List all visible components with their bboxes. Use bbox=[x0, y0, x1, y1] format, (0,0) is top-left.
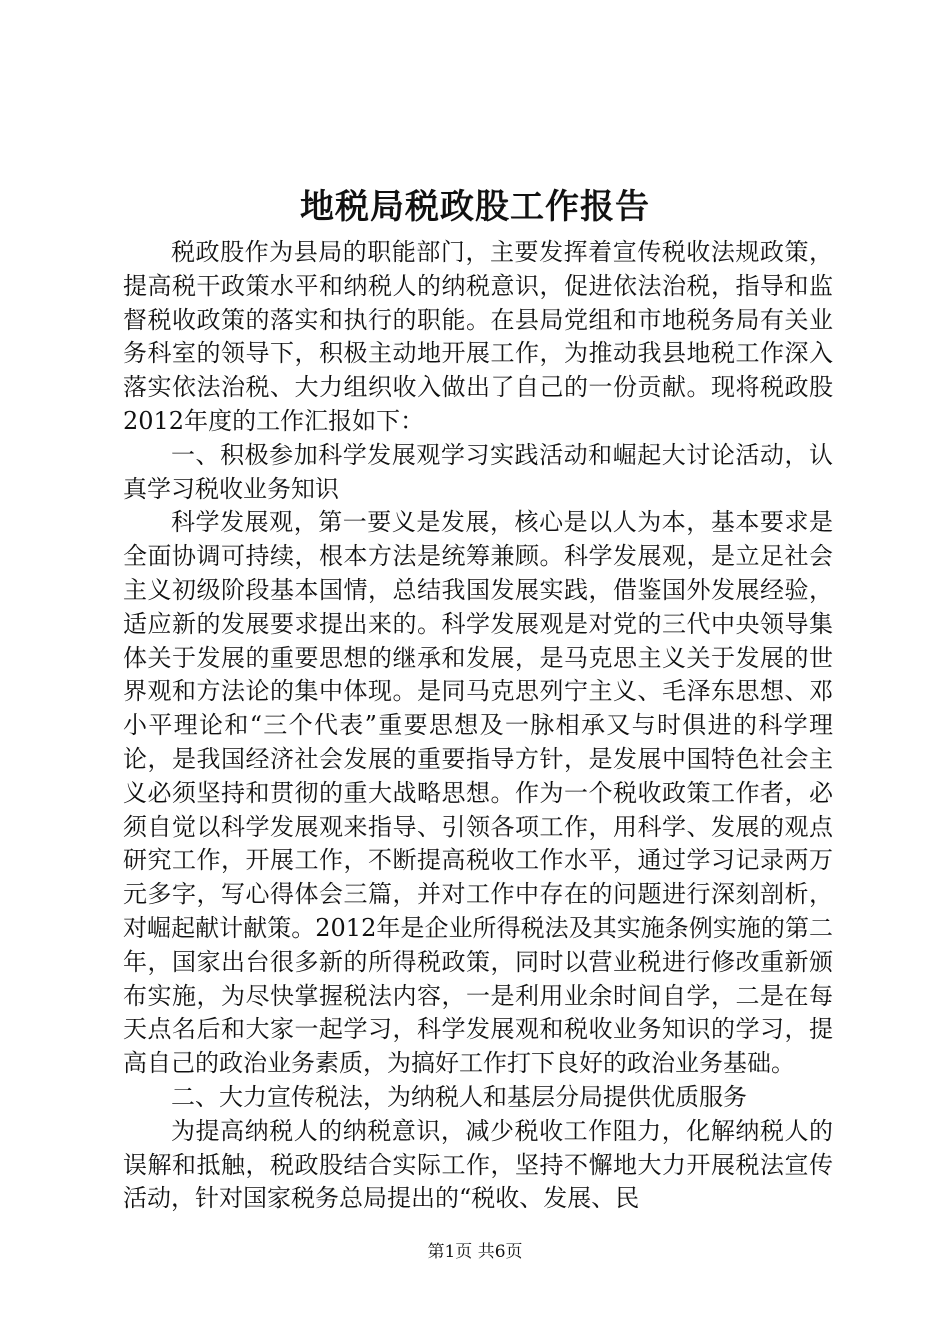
document-title: 地税局税政股工作报告 bbox=[300, 187, 650, 227]
paragraph-intro: 税政股作为县局的职能部门，主要发挥着宣传税收法规政策，提高税干政策水平和纳税人的纳税意识，促进依法治税，指导和监督税收政策的落实和执行的职能。在县局党组和市地税务局有关业务科室的领导下，积极主动地开展工作，为推动我县地税工作深入落实依法治税、大力组织收入做出了自己的一份贡献。现将税政股2012年度的工作汇报如下： bbox=[123, 238, 833, 435]
section-heading-1: 一、积极参加科学发展观学习实践活动和崛起大讨论活动，认真学习税收业务知识 bbox=[123, 440, 833, 503]
document-body bbox=[123, 236, 833, 1216]
page-footer: 第1页 共6页 bbox=[427, 1242, 523, 1262]
paragraph-section-2: 为提高纳税人的纳税意识，减少税收工作阻力，化解纳税人的误解和抵触，税政股结合实际工作，坚持不懈地大力开展税法宣传活动，针对国家税务总局提出的“税收、发展、民 bbox=[123, 1116, 833, 1213]
section-heading-2: 二、大力宣传税法，为纳税人和基层分局提供优质服务 bbox=[171, 1082, 747, 1111]
paragraph-section-1: 科学发展观，第一要义是发展，核心是以人为本，基本要求是全面协调可持续，根本方法是统筹兼顾。科学发展观，是立足社会主义初级阶段基本国情，总结我国发展实践，借鉴国外发展经验，适应新的发展要求提出来的。科学发展观是对党的三代中央领导集体关于发展的重要思想的继承和发展，是马克思主义关于发展的世界观和方法论的集中体现。是同马克思列宁主义、毛泽东思想、邓小平理论和“三个代表”重要思想及一脉相承又与时俱进的科学理论，是我国经济社会发展的重要指导方针，是发展中国特色社会主义必须坚持和贯彻的重大战略思想。作为一个税收政策工作者，必须自觉以科学发展观来指导、引领各项工作，用科学、发展的观点研究工作，开展工作，不断提高税收工作水平，通过学习记录两万元多字，写心得体会三篇，并对工作中存在的问题进行深刻剖析，对崛起献计献策。2012年是企业所得税法及其实施条例实施的第二年，国家出台很多新的所得税政策，同时以营业税进行修改重新颁布实施，为尽快掌握税法内容，一是利用业余时间自学，二是在每天点名后和大家一起学习，科学发展观和税收业务知识的学习，提高自己的政治业务素质，为搞好工作打下良好的政治业务基础。 bbox=[123, 508, 833, 1078]
